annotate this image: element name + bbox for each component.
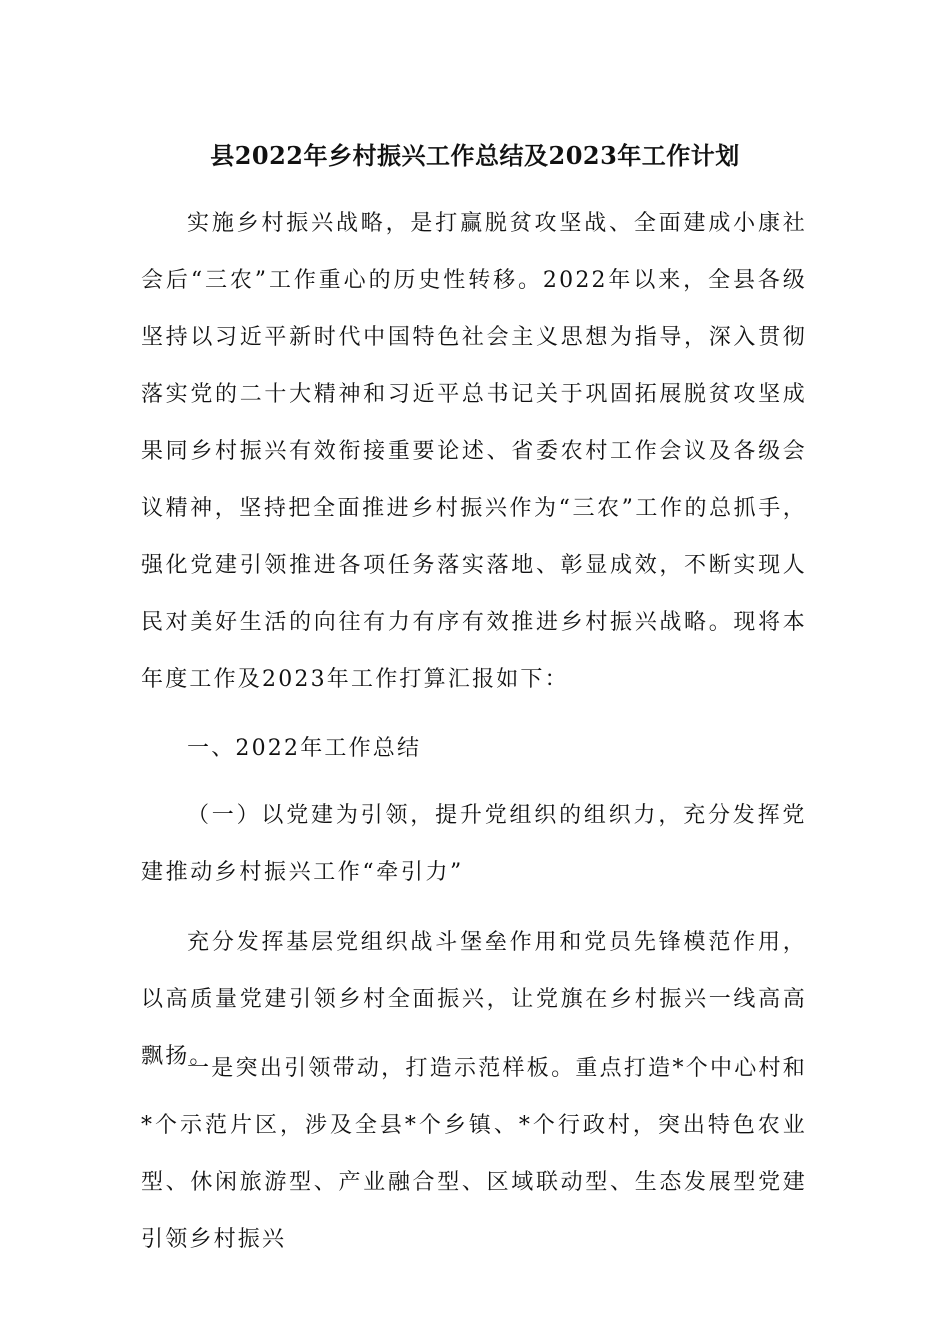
document-title: 县2022年乡村振兴工作总结及2023年工作计划 bbox=[210, 141, 740, 170]
body-paragraph-3: 一是突出引领带动，打造示范样板。重点打造*个中心村和*个示范片区，涉及全县*个乡镇、*个行政村，突出特色农业型、休闲旅游型、产业融合型、区域联动型、生态发展型党建引领乡村振兴 bbox=[141, 1056, 807, 1252]
intro-paragraph: 实施乡村振兴战略，是打赢脱贫攻坚战、全面建成小康社会后“三农”工作重心的历史性转移。2022年以来，全县各级坚持以习近平新时代中国特色社会主义思想为指导，深入贯彻落实党的二十大精神和习近平总书记关于巩固拓展脱贫攻坚成果同乡村振兴有效衔接重要论述、省委农村工作会议及各级会议精神，坚持把全面推进乡村振兴作为“三农”工作的总抓手，强化党建引领推进各项任务落实落地、彰显成效，不断实现人民对美好生活的向往有力有序有效推进乡村振兴战略。现将本年度工作及2023年工作打算汇报如下： bbox=[141, 211, 807, 692]
body-paragraph-2: 充分发挥基层党组织战斗堡垒作用和党员先锋模范作用，以高质量党建引领乡村全面振兴，让党旗在乡村振兴一线高高飘扬。 bbox=[141, 930, 807, 1069]
section-heading: 一、2022年工作总结 bbox=[187, 736, 422, 761]
subsection-heading: （一）以党建为引领，提升党组织的组织力，充分发挥党建推动乡村振兴工作“牵引力” bbox=[141, 803, 807, 885]
